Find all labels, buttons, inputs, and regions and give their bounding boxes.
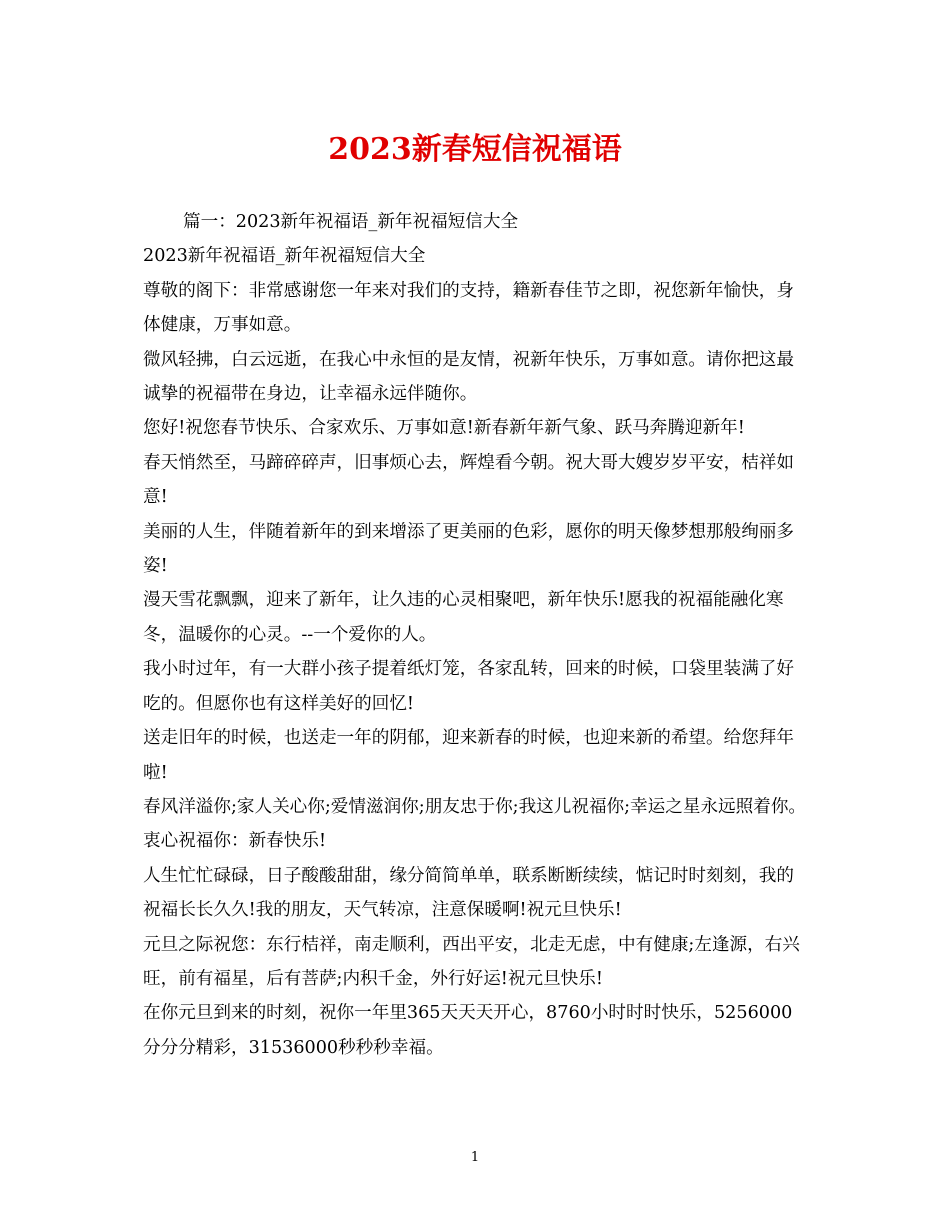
paragraph: 在你元旦到来的时刻，祝你一年里365天天天开心，8760小时时时快乐，5256000分分分精彩，31536000秒秒秒幸福。 [143, 1003, 793, 1058]
paragraph: 送走旧年的时候，也送走一年的阴郁，迎来新春的时候，也迎来新的希望。给您拜年啦! [143, 728, 794, 783]
paragraph: 美丽的人生，伴随着新年的到来增添了更美丽的色彩，愿你的明天像梦想那般绚丽多姿! [143, 521, 794, 577]
paragraph: 您好!祝您春节快乐、合家欢乐、万事如意!新春新年新气象、跃马奔腾迎新年! [143, 418, 745, 439]
page-number: 1 [470, 1150, 480, 1165]
paragraph: 春天悄然至，马蹄碎碎声，旧事烦心去，辉煌看今朝。祝大哥大嫂岁岁平安，桔祥如意! [143, 452, 794, 508]
paragraph: 微风轻拂，白云远逝，在我心中永恒的是友情，祝新年快乐，万事如意。请你把这最诚挚的祝福带在身边，让幸福永远伴随你。 [143, 349, 794, 405]
paragraph: 尊敬的阁下：非常感谢您一年来对我们的支持，籍新春佳节之即，祝您新年愉快，身体健康，万事如意。 [143, 280, 794, 336]
section-heading: 篇一：2023新年祝福语_新年祝福短信大全 [183, 212, 519, 232]
paragraph: 人生忙忙碌碌，日子酸酸甜甜，缘分简简单单，联系断断续续，惦记时时刻刻，我的祝福长长久久!我的朋友，天气转凉，注意保暖啊!祝元旦快乐! [143, 865, 794, 921]
paragraph: 我小时过年，有一大群小孩子提着纸灯笼，各家乱转，回来的时候，口袋里装满了好吃的。但愿你也有这样美好的回忆! [143, 659, 794, 714]
paragraph: 漫天雪花飘飘，迎来了新年，让久违的心灵相聚吧，新年快乐!愿我的祝福能融化寒冬，温暖你的心灵。--一个爱你的人。 [143, 590, 784, 645]
document-body [143, 205, 808, 1065]
paragraph: 春风洋溢你;家人关心你;爱情滋润你;朋友忠于你;我这儿祝福你;幸运之星永远照着你。衷心祝福你：新春快乐! [143, 796, 807, 852]
document-title: 2023新春短信祝福语 [328, 132, 622, 167]
paragraph: 元旦之际祝您：东行桔祥，南走顺利，西出平安，北走无虑，中有健康;左逢源，右兴旺，前有福星，后有菩萨;内积千金，外行好运!祝元旦快乐! [143, 934, 800, 989]
subheading: 2023新年祝福语_新年祝福短信大全 [143, 246, 426, 267]
